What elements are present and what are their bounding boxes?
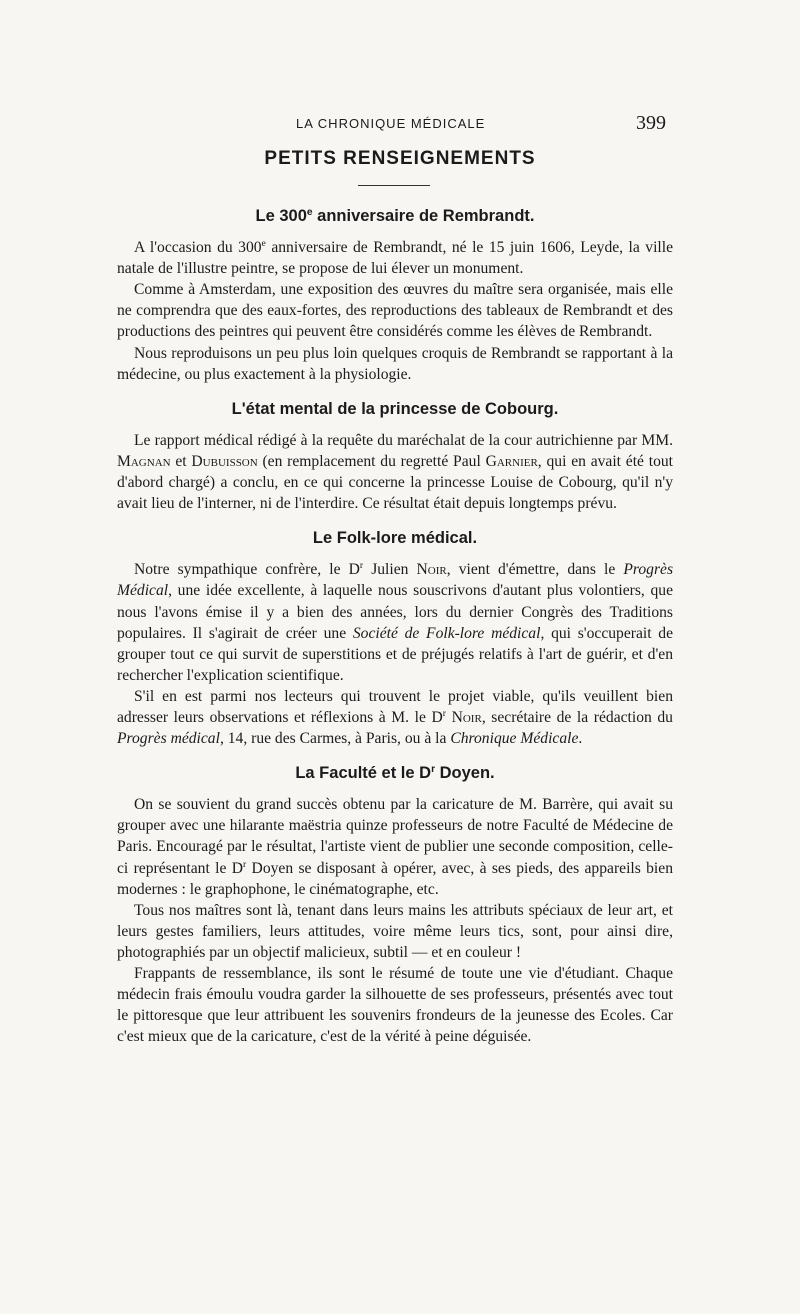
text: A l'occasion du 300 — [134, 239, 262, 257]
section-title-text: Doyen. — [435, 764, 495, 783]
paragraph — [117, 559, 673, 686]
paragraph — [117, 237, 673, 279]
title-rule — [358, 185, 430, 186]
superscript: e — [261, 238, 266, 250]
section-title-rembrandt — [117, 206, 673, 227]
text: , qui s'occuperait de grouper tout ce qui survit de superstitions et de préjugés relatifs à l'art de guérir, et d'en rechercher l'explication scientifique. — [117, 624, 673, 684]
person-name: Magnan — [117, 452, 171, 470]
journal-title: LA CHRONIQUE MÉDICALE — [296, 116, 486, 131]
superscript: r — [243, 858, 247, 870]
person-name: Dubuisson — [191, 452, 258, 470]
journal-name: Progrès médical — [117, 730, 220, 748]
text: . — [578, 730, 583, 748]
paragraph: Nous reproduisons un peu plus loin quelques croquis de Rembrandt se rapportant à la médecine, ou plus exactement à la physiologie. — [117, 344, 673, 383]
text: , qui en avait été tout d'abord chargé) a conclu, en ce qui concerne la princesse Louise de Cobourg, qu'il n'y avait lieu de l'interner, ni de l'interdire. Ce résultat était depuis longtemps prévu. — [117, 452, 673, 513]
text: (en remplacement du regretté Paul — [257, 452, 486, 470]
text: , 14, rue des Carmes, à Paris, ou à la — [219, 730, 451, 748]
text: et — [170, 452, 192, 470]
section-title-doyen — [117, 763, 673, 784]
text: Notre sympathique confrère, le D — [134, 561, 360, 579]
superscript: e — [306, 206, 313, 218]
text: Doyen se disposant à opérer, avec, à ses pieds, des appareils bien modernes : le graphophone, le cinématographe, etc. — [117, 859, 673, 898]
section-title-text: anniversaire de Rembrandt. — [312, 207, 535, 225]
running-head — [0, 112, 800, 136]
superscript: r — [442, 708, 446, 720]
section-title-text: Le 300 — [255, 207, 307, 225]
paragraph — [117, 430, 673, 514]
journal-name: Progrès Médical — [117, 561, 674, 600]
text: Le rapport médical rédigé à la requête du maréchalat de la cour autrichienne par MM. — [134, 431, 673, 449]
person-name: Noir — [451, 708, 482, 726]
text: Julien — [363, 561, 417, 579]
text-column — [117, 198, 673, 1047]
page-title: PETITS RENSEIGNEMENTS — [264, 148, 536, 169]
paragraph: Tous nos maîtres sont là, tenant dans leurs mains les attributs spéciaux de leur art, et leurs gestes familiers, leurs attitudes, voire même leurs tics, sont, pour ainsi dire, photographiés par un objectif malicieux, subtil — et en couleur ! — [117, 901, 673, 961]
page-number: 399 — [636, 112, 666, 134]
text: On se souvient du grand succès obtenu par la caricature de M. Barrère, qui avait su grouper avec une hilarante maëstria quinze professeurs de notre Faculté de Médecine de Paris. Encouragé par le résultat, l'artiste vient de publier une seconde composition, celle-ci représentant le D — [117, 796, 673, 877]
person-name: Noir — [416, 561, 447, 579]
paragraph: Frappants de ressemblance, ils sont le résumé de toute une vie d'étudiant. Chaque médecin frais émoulu voudra garder la silhouette de ses professeurs, présentés avec tout le pittoresque que leur attribuent les souvenirs frondeurs de la jeunesse des Ecoles. Car c'est mieux que de la caricature, c'est de la vérité à peine déguisée. — [117, 965, 673, 1046]
society-name: Société de Folk-lore médical — [352, 624, 541, 642]
section-title-cobourg: L'état mental de la princesse de Cobourg. — [231, 399, 559, 418]
text: S'il en est parmi nos lecteurs qui trouvent le projet viable, qu'ils veuillent bien adresser leurs observations et réflexions à M. le D — [117, 687, 673, 726]
text: , une idée excellente, à laquelle nous souscrivons d'autant plus volontiers, que nous l'avons émise il y a bien des années, lors du dernier Congrès des Traditions populaires. Il s'agirait de créer une — [117, 582, 673, 642]
superscript: r — [359, 560, 364, 572]
journal-name: Chronique Médicale — [450, 730, 579, 748]
person-name: Garnier — [485, 452, 538, 470]
paragraph — [117, 794, 673, 899]
text: , vient d'émettre, dans le — [446, 561, 624, 579]
superscript: r — [431, 764, 436, 776]
text: anniversaire de Rembrandt, né le 15 juin 1606, Leyde, la ville natale de l'illustre peintre, se propose de lui élever un monument. — [117, 239, 673, 278]
section-title-folklore: Le Folk-lore médical. — [312, 529, 478, 548]
paragraph — [117, 686, 673, 749]
section-title-text: La Faculté et le D — [295, 764, 432, 783]
paragraph: Comme à Amsterdam, une exposition des œuvres du maître sera organisée, mais elle ne comprendra que des eaux-fortes, des reproductions des tableaux de Rembrandt et des productions des peintres qui peuvent être considérés comme les élèves de Rembrandt. — [117, 281, 673, 341]
text: , secrétaire de la rédaction du — [481, 708, 673, 726]
